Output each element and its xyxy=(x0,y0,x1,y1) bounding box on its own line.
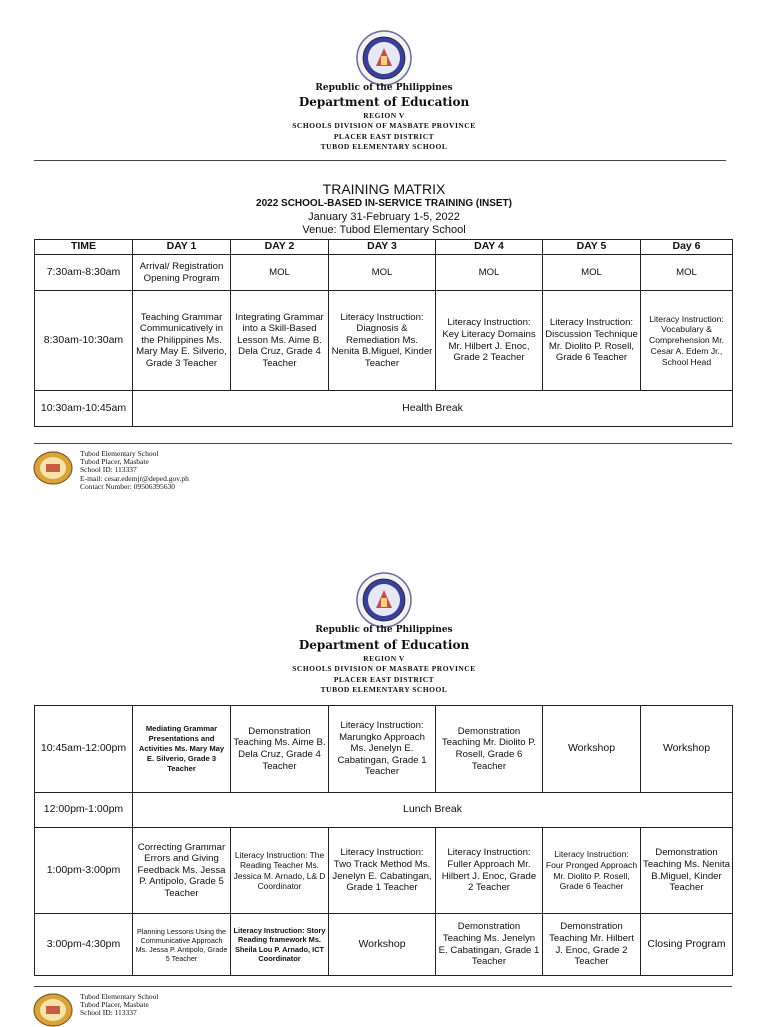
column-header-day6: Day 6 xyxy=(641,240,733,255)
session-cell: Literacy Instruction: Story Reading framework Ms. Sheila Lou P. Arnado, ICT Coordinator xyxy=(231,914,329,976)
matrix-venue: Venue: Tubod Elementary School xyxy=(302,224,466,236)
matrix-title: TRAINING MATRIX xyxy=(322,181,446,197)
session-cell: Mediating Grammar Presentations and Activities Ms. Mary May E. Silverio, Grade 3 Teacher xyxy=(133,706,231,793)
session-cell: MOL xyxy=(436,255,543,291)
session-cell: Teaching Grammar Communicatively in the Philippines Ms. Mary May E. Silverio, Grade 3 Teacher xyxy=(133,291,231,391)
footer-divider xyxy=(34,986,732,987)
table-row xyxy=(35,828,733,914)
column-header-day2: DAY 2 xyxy=(231,240,329,255)
division-line: SCHOOLS DIVISION OF MASBATE PROVINCE xyxy=(292,664,476,673)
time-cell: 10:45am-12:00pm xyxy=(35,706,133,793)
matrix-subtitle: 2022 SCHOOL-BASED IN-SERVICE TRAINING (INSET) xyxy=(256,198,512,209)
session-cell: Integrating Grammar into a Skill-Based Lesson Ms. Aime B. Dela Cruz, Grade 4 Teacher xyxy=(231,291,329,391)
column-header-day5: DAY 5 xyxy=(543,240,641,255)
table-row xyxy=(35,914,733,976)
district-line: PLACER EAST DISTRICT xyxy=(333,675,435,684)
table-row xyxy=(35,793,733,828)
lunch-break-cell: Lunch Break xyxy=(133,793,733,828)
column-header-day4: DAY 4 xyxy=(436,240,543,255)
table-row xyxy=(35,255,733,291)
department-line: Department of Education xyxy=(298,95,470,109)
session-cell: Demonstration Teaching Ms. Nenita B.Miguel, Kinder Teacher xyxy=(641,828,733,914)
footer-school: Tubod Elementary School xyxy=(80,992,159,1001)
school-logo-icon xyxy=(33,451,73,485)
header-divider xyxy=(34,160,726,161)
column-header-day1: DAY 1 xyxy=(133,240,231,255)
column-header-time: TIME xyxy=(35,240,133,255)
time-cell: 7:30am-8:30am xyxy=(35,255,133,291)
session-cell: MOL xyxy=(543,255,641,291)
session-cell: MOL xyxy=(329,255,436,291)
district-line: PLACER EAST DISTRICT xyxy=(333,132,435,141)
session-cell: Closing Program xyxy=(641,914,733,976)
table-row xyxy=(35,706,733,793)
session-cell: Arrival/ Registration Opening Program xyxy=(133,255,231,291)
session-cell: MOL xyxy=(231,255,329,291)
session-cell: Demonstration Teaching Ms. Jenelyn E. Cabatingan, Grade 1 Teacher xyxy=(436,914,543,976)
session-cell: Literacy Instruction: Two Track Method Ms. Jenelyn E. Cabatingan, Grade 1 Teacher xyxy=(329,828,436,914)
footer-contact-block xyxy=(80,993,158,1018)
division-line: SCHOOLS DIVISION OF MASBATE PROVINCE xyxy=(292,121,476,130)
time-cell: 3:00pm-4:30pm xyxy=(35,914,133,976)
footer-school-id: School ID: 113337 xyxy=(80,465,137,475)
footer-school: Tubod Elementary School xyxy=(80,449,159,458)
session-cell: Workshop xyxy=(329,914,436,976)
footer-address: Tubod Placer, Masbate xyxy=(80,457,149,467)
school-line: TUBOD ELEMENTARY SCHOOL xyxy=(320,142,448,151)
republic-line: Republic of the Philippines xyxy=(315,83,453,93)
session-cell: Literacy Instruction: Vocabulary & Comprehension Mr. Cesar A. Edem Jr., School Head xyxy=(641,291,733,391)
school-logo-icon xyxy=(33,993,73,1027)
session-cell: Demonstration Teaching Mr. Hilbert J. Enoc, Grade 2 Teacher xyxy=(543,914,641,976)
republic-line: Republic of the Philippines xyxy=(315,625,453,635)
time-cell: 12:00pm-1:00pm xyxy=(35,793,133,828)
school-line: TUBOD ELEMENTARY SCHOOL xyxy=(320,685,448,694)
training-matrix-table-page2 xyxy=(34,705,733,976)
session-cell: Demonstration Teaching Ms. Aime B. Dela Cruz, Grade 4 Teacher xyxy=(231,706,329,793)
matrix-dates: January 31-February 1-5, 2022 xyxy=(308,211,460,223)
footer-address: Tubod Placer, Masbate xyxy=(80,1000,149,1010)
session-cell: Demonstration Teaching Mr. Diolito P. Rosell, Grade 6 Teacher xyxy=(436,706,543,793)
training-matrix-table-page1 xyxy=(34,239,733,427)
footer-contact-block xyxy=(80,450,189,491)
session-cell: Literacy Instruction: Four Pronged Approach Mr. Diolito P. Rosell, Grade 6 Teacher xyxy=(543,828,641,914)
table-header-row xyxy=(35,240,733,255)
deped-seal-icon xyxy=(356,30,412,86)
department-line: Department of Education xyxy=(298,638,470,652)
session-cell: Planning Lessons Using the Communicative Approach Ms. Jessa P. Antipolo, Grade 5 Teacher xyxy=(133,914,231,976)
session-cell: Workshop xyxy=(543,706,641,793)
footer-email: E-mail: cesar.edemjr@deped.gov.ph xyxy=(80,473,189,483)
deped-seal-icon xyxy=(356,572,412,628)
footer-school-id: School ID: 113337 xyxy=(80,1008,137,1018)
table-row xyxy=(35,291,733,391)
session-cell: Literacy Instruction: The Reading Teacher Ms. Jessica M. Arnado, L& D Coordinator xyxy=(231,828,329,914)
session-cell: MOL xyxy=(641,255,733,291)
session-cell: Workshop xyxy=(641,706,733,793)
footer-divider xyxy=(34,443,732,444)
table-row xyxy=(35,391,733,427)
session-cell: Literacy Instruction: Discussion Technique Mr. Diolito P. Rosell, Grade 6 Teacher xyxy=(543,291,641,391)
time-cell: 8:30am-10:30am xyxy=(35,291,133,391)
region-line: REGION V xyxy=(363,654,405,663)
session-cell: Literacy Instruction: Marungko Approach Ms. Jenelyn E. Cabatingan, Grade 1 Teacher xyxy=(329,706,436,793)
session-cell: Correcting Grammar Errors and Giving Feedback Ms. Jessa P. Antipolo, Grade 5 Teacher xyxy=(133,828,231,914)
time-cell: 10:30am-10:45am xyxy=(35,391,133,427)
time-cell: 1:00pm-3:00pm xyxy=(35,828,133,914)
health-break-cell: Health Break xyxy=(133,391,733,427)
region-line: REGION V xyxy=(363,111,405,120)
column-header-day3: DAY 3 xyxy=(329,240,436,255)
session-cell: Literacy Instruction: Key Literacy Domains Mr. Hilbert J. Enoc, Grade 2 Teacher xyxy=(436,291,543,391)
session-cell: Literacy Instruction: Fuller Approach Mr. Hilbert J. Enoc, Grade 2 Teacher xyxy=(436,828,543,914)
footer-contact: Contact Number: 09506395630 xyxy=(80,481,175,491)
session-cell: Literacy Instruction: Diagnosis & Remediation Ms. Nenita B.Miguel, Kinder Teacher xyxy=(329,291,436,391)
